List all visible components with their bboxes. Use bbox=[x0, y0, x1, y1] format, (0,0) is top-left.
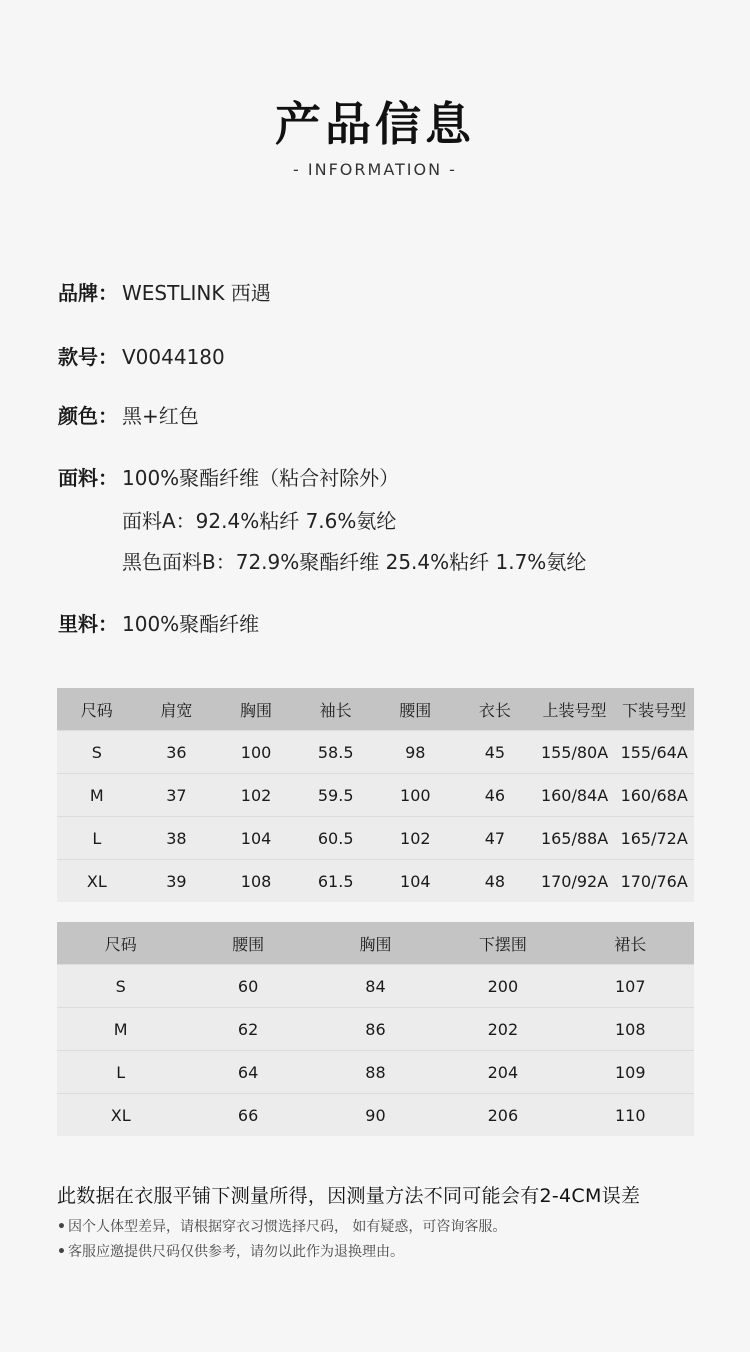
table-cell: 107 bbox=[567, 965, 694, 1008]
table-cell: 39 bbox=[137, 860, 217, 903]
table-cell: 58.5 bbox=[296, 731, 376, 774]
table-cell: 160/84A bbox=[535, 774, 615, 817]
lining-label: 里料： bbox=[58, 612, 118, 636]
table-cell: 98 bbox=[376, 731, 456, 774]
brand-value: WESTLINK 西遇 bbox=[122, 281, 271, 305]
fabric-line: 100%聚酯纤维（粘合衬除外） bbox=[122, 466, 400, 490]
column-header: 下摆围 bbox=[439, 922, 566, 965]
table-row bbox=[57, 1094, 694, 1137]
table-cell: 36 bbox=[137, 731, 217, 774]
table-cell: 61.5 bbox=[296, 860, 376, 903]
fabric-label: 面料： bbox=[58, 466, 118, 490]
column-header: 袖长 bbox=[296, 688, 376, 731]
table-cell: L bbox=[57, 817, 137, 860]
table-row bbox=[57, 1051, 694, 1094]
table-cell: 108 bbox=[567, 1008, 694, 1051]
bullet-icon: • bbox=[57, 1244, 66, 1260]
table-cell: 104 bbox=[216, 817, 296, 860]
column-header: 肩宽 bbox=[137, 688, 217, 731]
table-row bbox=[57, 774, 694, 817]
table-cell: 38 bbox=[137, 817, 217, 860]
table-cell: M bbox=[57, 1008, 184, 1051]
note-text: 客服应邀提供尺码仅供参考，请勿以此作为退换理由。 bbox=[67, 1244, 404, 1260]
table-cell: 62 bbox=[184, 1008, 311, 1051]
style-row bbox=[58, 345, 225, 369]
table-cell: 170/92A bbox=[535, 860, 615, 903]
column-header: 衣长 bbox=[455, 688, 535, 731]
style-label: 款号： bbox=[58, 345, 118, 369]
fabric-line: 黑色面料B：72.9%聚酯纤维 25.4%粘纤 1.7%氨纶 bbox=[122, 550, 587, 574]
page-title: 产品信息 bbox=[275, 97, 475, 151]
top-size-table bbox=[57, 688, 694, 902]
table-cell: XL bbox=[57, 860, 137, 903]
table-cell: 88 bbox=[312, 1051, 439, 1094]
measurement-note: 此数据在衣服平铺下测量所得，因测量方法不同可能会有2-4CM误差 bbox=[57, 1185, 641, 1207]
table-cell: 102 bbox=[376, 817, 456, 860]
table-row bbox=[57, 731, 694, 774]
column-header: 裙长 bbox=[567, 922, 694, 965]
table-row bbox=[57, 817, 694, 860]
column-header: 下装号型 bbox=[614, 688, 694, 731]
table-cell: 86 bbox=[312, 1008, 439, 1051]
table-cell: 45 bbox=[455, 731, 535, 774]
page-subtitle: - INFORMATION - bbox=[293, 160, 457, 179]
table-cell: 155/80A bbox=[535, 731, 615, 774]
table-cell: 60.5 bbox=[296, 817, 376, 860]
table-cell: 204 bbox=[439, 1051, 566, 1094]
table-cell: 170/76A bbox=[614, 860, 694, 903]
column-header: 腰围 bbox=[184, 922, 311, 965]
note-text: 因个人体型差异，请根据穿衣习惯选择尺码， 如有疑惑，可咨询客服。 bbox=[67, 1219, 507, 1235]
fabric-row bbox=[58, 466, 399, 490]
bottom-size-table bbox=[57, 922, 694, 1136]
table-cell: 46 bbox=[455, 774, 535, 817]
table-row bbox=[57, 1008, 694, 1051]
note-item bbox=[57, 1241, 404, 1261]
table-row bbox=[57, 860, 694, 903]
table-row bbox=[57, 965, 694, 1008]
style-value: V0044180 bbox=[122, 345, 225, 369]
table-cell: 200 bbox=[439, 965, 566, 1008]
lining-row bbox=[58, 612, 259, 636]
table-cell: S bbox=[57, 731, 137, 774]
table-cell: L bbox=[57, 1051, 184, 1094]
column-header: 上装号型 bbox=[535, 688, 615, 731]
table-cell: 47 bbox=[455, 817, 535, 860]
table-cell: 64 bbox=[184, 1051, 311, 1094]
brand-row bbox=[58, 281, 271, 305]
table-cell: 60 bbox=[184, 965, 311, 1008]
column-header: 尺码 bbox=[57, 688, 137, 731]
table-cell: XL bbox=[57, 1094, 184, 1137]
table-cell: 110 bbox=[567, 1094, 694, 1137]
table-cell: S bbox=[57, 965, 184, 1008]
table-cell: 37 bbox=[137, 774, 217, 817]
column-header: 腰围 bbox=[376, 688, 456, 731]
table-cell: 100 bbox=[376, 774, 456, 817]
color-label: 颜色： bbox=[58, 404, 118, 428]
table-cell: 66 bbox=[184, 1094, 311, 1137]
table-cell: 160/68A bbox=[614, 774, 694, 817]
table-cell: 165/72A bbox=[614, 817, 694, 860]
table-header-row bbox=[57, 922, 694, 965]
column-header: 胸围 bbox=[216, 688, 296, 731]
table-cell: 90 bbox=[312, 1094, 439, 1137]
column-header: 胸围 bbox=[312, 922, 439, 965]
table-cell: 108 bbox=[216, 860, 296, 903]
table-cell: 100 bbox=[216, 731, 296, 774]
fabric-line: 面料A：92.4%粘纤 7.6%氨纶 bbox=[122, 509, 397, 533]
column-header: 尺码 bbox=[57, 922, 184, 965]
table-cell: 84 bbox=[312, 965, 439, 1008]
table-header-row bbox=[57, 688, 694, 731]
table-cell: 59.5 bbox=[296, 774, 376, 817]
color-value: 黑+红色 bbox=[122, 404, 199, 428]
table-cell: M bbox=[57, 774, 137, 817]
table-cell: 104 bbox=[376, 860, 456, 903]
table-cell: 165/88A bbox=[535, 817, 615, 860]
color-row bbox=[58, 404, 199, 428]
table-cell: 48 bbox=[455, 860, 535, 903]
bullet-icon: • bbox=[57, 1219, 66, 1235]
note-item bbox=[57, 1216, 506, 1236]
table-cell: 206 bbox=[439, 1094, 566, 1137]
table-cell: 155/64A bbox=[614, 731, 694, 774]
lining-value: 100%聚酯纤维 bbox=[122, 612, 260, 636]
brand-label: 品牌： bbox=[58, 281, 118, 305]
table-cell: 109 bbox=[567, 1051, 694, 1094]
table-cell: 202 bbox=[439, 1008, 566, 1051]
table-cell: 102 bbox=[216, 774, 296, 817]
